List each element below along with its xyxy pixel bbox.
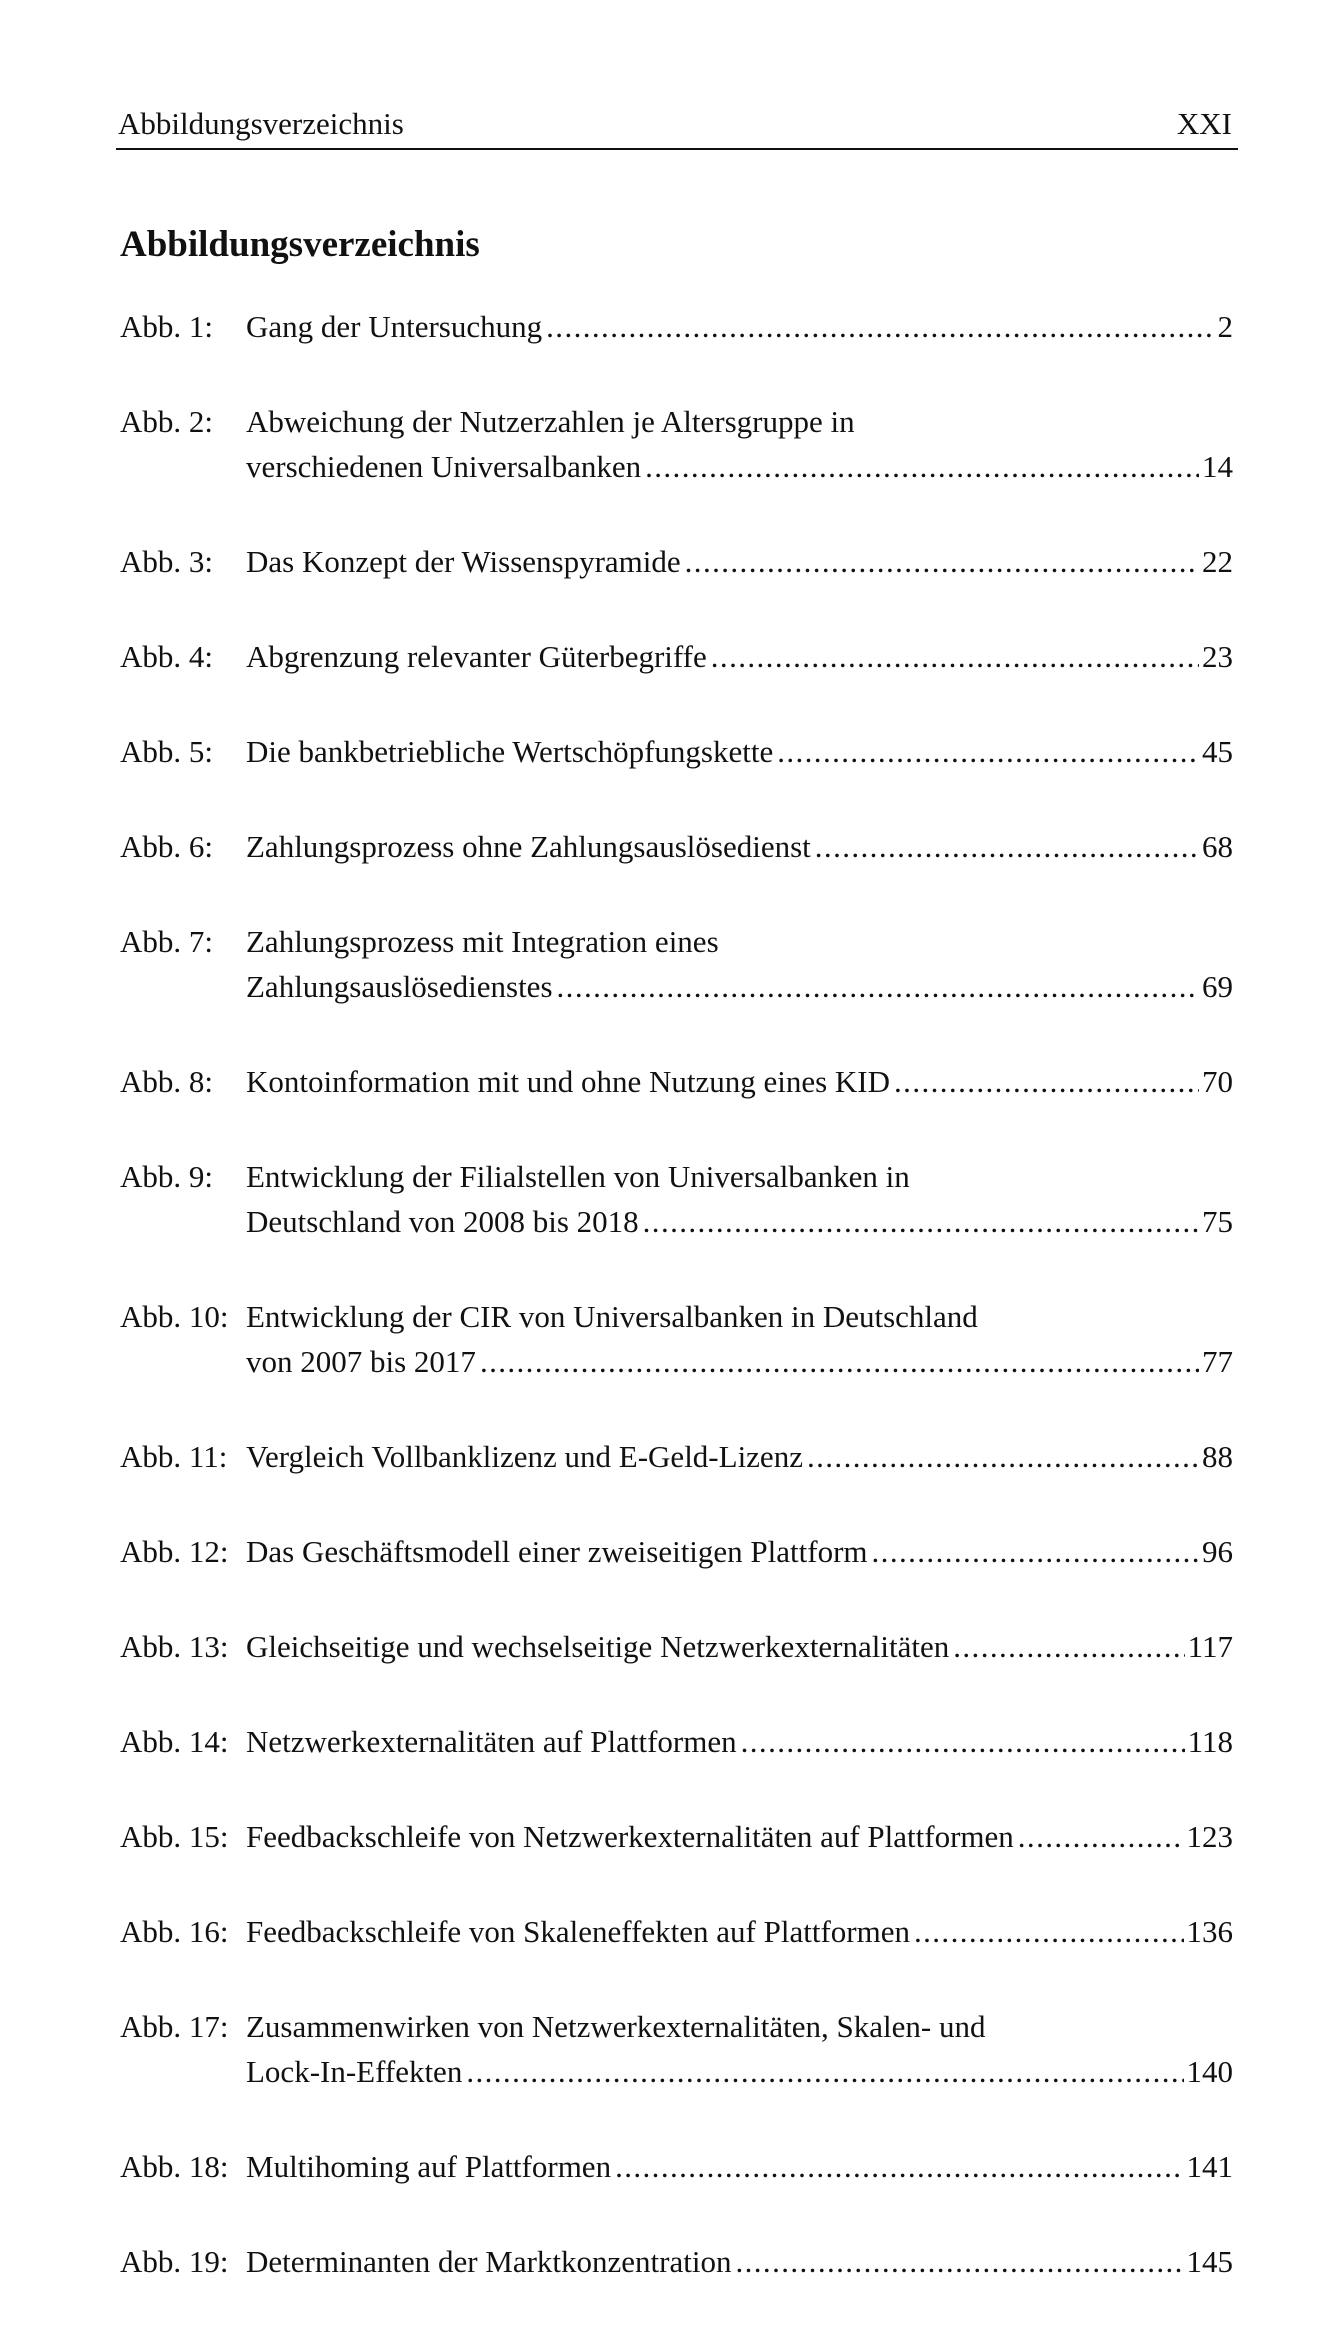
page-title: Abbildungsverzeichnis: [120, 224, 480, 265]
figure-number: Abb. 18:: [120, 2149, 229, 2184]
toc-entry[interactable]: [120, 304, 1233, 349]
page-number: 140: [1186, 2054, 1233, 2089]
figure-caption: Feedbackschleife von Netzwerkexternalitäten auf Plattformen: [246, 1819, 1014, 1854]
toc-entry[interactable]: [120, 634, 1233, 679]
figure-caption: von 2007 bis 2017: [246, 1344, 476, 1379]
toc-entry[interactable]: [120, 1059, 1233, 1104]
figure-number: Abb. 16:: [120, 1914, 229, 1949]
page-number: 70: [1202, 1064, 1233, 1099]
page-number: 136: [1186, 1914, 1233, 1949]
figure-number: Abb. 14:: [120, 1724, 229, 1759]
dot-leader: [741, 1719, 1185, 1764]
page-number: 23: [1202, 639, 1233, 674]
figure-caption: Feedbackschleife von Skaleneffekten auf Plattformen: [246, 1914, 910, 1949]
figure-number: Abb. 10:: [120, 1299, 229, 1334]
figure-number: Abb. 19:: [120, 2244, 229, 2279]
page-number: 69: [1202, 969, 1233, 1004]
figure-number: Abb. 6:: [120, 829, 213, 864]
dot-leader: [685, 539, 1199, 584]
toc-entry[interactable]: [120, 2004, 1233, 2094]
toc-entry[interactable]: [120, 729, 1233, 774]
figure-caption: Kontoinformation mit und ohne Nutzung eines KID: [246, 1064, 891, 1099]
toc-entry[interactable]: [120, 1154, 1233, 1244]
page-number: 141: [1186, 2149, 1233, 2184]
dot-leader: [546, 304, 1214, 349]
figure-number: Abb. 2:: [120, 404, 213, 439]
figure-caption: Entwicklung der Filialstellen von Universalbanken in: [246, 1159, 910, 1194]
figure-number: Abb. 3:: [120, 544, 213, 579]
figure-number: Abb. 8:: [120, 1064, 213, 1099]
dot-leader: [872, 1529, 1199, 1574]
page-number: 2: [1217, 309, 1233, 344]
toc-entry[interactable]: [120, 2239, 1233, 2284]
figure-number: Abb. 13:: [120, 1629, 229, 1664]
figure-number: Abb. 15:: [120, 1819, 229, 1854]
page-number: 96: [1202, 1534, 1233, 1569]
toc-entry[interactable]: [120, 1434, 1233, 1479]
figure-caption: Determinanten der Marktkonzentration: [246, 2244, 732, 2279]
toc-entry[interactable]: [120, 1529, 1233, 1574]
page-number: 77: [1202, 1344, 1233, 1379]
toc-entry[interactable]: [120, 1909, 1233, 1954]
dot-leader: [645, 444, 1199, 489]
page-number: 145: [1186, 2244, 1233, 2279]
figure-caption: Zahlungsprozess ohne Zahlungsauslösedienst: [246, 829, 811, 864]
figure-number: Abb. 11:: [120, 1439, 228, 1474]
dot-leader: [466, 2049, 1183, 2094]
page-number: 68: [1202, 829, 1233, 864]
page-number: 45: [1202, 734, 1233, 769]
dot-leader: [894, 1059, 1199, 1104]
toc-entry[interactable]: [120, 1814, 1233, 1859]
figure-caption: Entwicklung der CIR von Universalbanken in Deutschland: [246, 1299, 978, 1334]
dot-leader: [953, 1624, 1184, 1669]
figure-caption: Abgrenzung relevanter Güterbegriffe: [246, 639, 707, 674]
page-number: 88: [1202, 1439, 1233, 1474]
figure-number: Abb. 7:: [120, 924, 213, 959]
page-number: 14: [1202, 449, 1233, 484]
header-section-title: Abbildungsverzeichnis: [118, 106, 404, 141]
dot-leader: [480, 1339, 1199, 1384]
toc-entry[interactable]: [120, 1294, 1233, 1384]
toc-entry[interactable]: [120, 919, 1233, 1009]
figure-caption: Das Konzept der Wissenspyramide: [246, 544, 681, 579]
figure-number: Abb. 9:: [120, 1159, 213, 1194]
toc-entry[interactable]: [120, 399, 1233, 489]
toc-entry[interactable]: [120, 1624, 1233, 1669]
figure-number: Abb. 1:: [120, 309, 213, 344]
figure-number: Abb. 5:: [120, 734, 213, 769]
dot-leader: [777, 729, 1199, 774]
page-number: 22: [1202, 544, 1233, 579]
dot-leader: [711, 634, 1199, 679]
page-number: 117: [1187, 1629, 1233, 1664]
figure-caption: Gang der Untersuchung: [246, 309, 543, 344]
dot-leader: [643, 1199, 1199, 1244]
page-number: 118: [1187, 1724, 1233, 1759]
figure-caption: Abweichung der Nutzerzahlen je Altersgruppe in: [246, 404, 855, 439]
dot-leader: [615, 2144, 1183, 2189]
figure-caption: Lock-In-Effekten: [246, 2054, 463, 2089]
toc-entry[interactable]: [120, 824, 1233, 869]
page-number: 75: [1202, 1204, 1233, 1239]
toc-entry[interactable]: [120, 2144, 1233, 2189]
dot-leader: [557, 964, 1199, 1009]
dot-leader: [914, 1909, 1184, 1954]
running-header: [116, 106, 1238, 150]
dot-leader: [807, 1434, 1199, 1479]
figure-caption: Das Geschäftsmodell einer zweiseitigen Plattform: [246, 1534, 868, 1569]
figure-caption: Zusammenwirken von Netzwerkexternalitäten, Skalen- und: [246, 2009, 986, 2044]
figure-number: Abb. 17:: [120, 2009, 229, 2044]
figure-caption: verschiedenen Universalbanken: [246, 449, 642, 484]
figure-caption: Zahlungsprozess mit Integration eines: [246, 924, 719, 959]
toc-entry[interactable]: [120, 1719, 1233, 1764]
dot-leader: [735, 2239, 1183, 2284]
figure-number: Abb. 12:: [120, 1534, 229, 1569]
figure-number: Abb. 4:: [120, 639, 213, 674]
figure-caption: Zahlungsauslösedienstes: [246, 969, 553, 1004]
figure-caption: Die bankbetriebliche Wertschöpfungskette: [246, 734, 774, 769]
toc-entry[interactable]: [120, 539, 1233, 584]
figure-caption: Gleichseitige und wechselseitige Netzwerkexternalitäten: [246, 1629, 950, 1664]
figure-caption: Vergleich Vollbanklizenz und E-Geld-Lizenz: [246, 1439, 803, 1474]
page-number: 123: [1186, 1819, 1233, 1854]
figure-list: [120, 304, 1233, 2334]
figure-caption: Netzwerkexternalitäten auf Plattformen: [246, 1724, 737, 1759]
figure-caption: Deutschland von 2008 bis 2018: [246, 1204, 639, 1239]
figure-caption: Multihoming auf Plattformen: [246, 2149, 612, 2184]
dot-leader: [815, 824, 1199, 869]
header-page-number: XXI: [1176, 106, 1232, 141]
dot-leader: [1018, 1814, 1184, 1859]
